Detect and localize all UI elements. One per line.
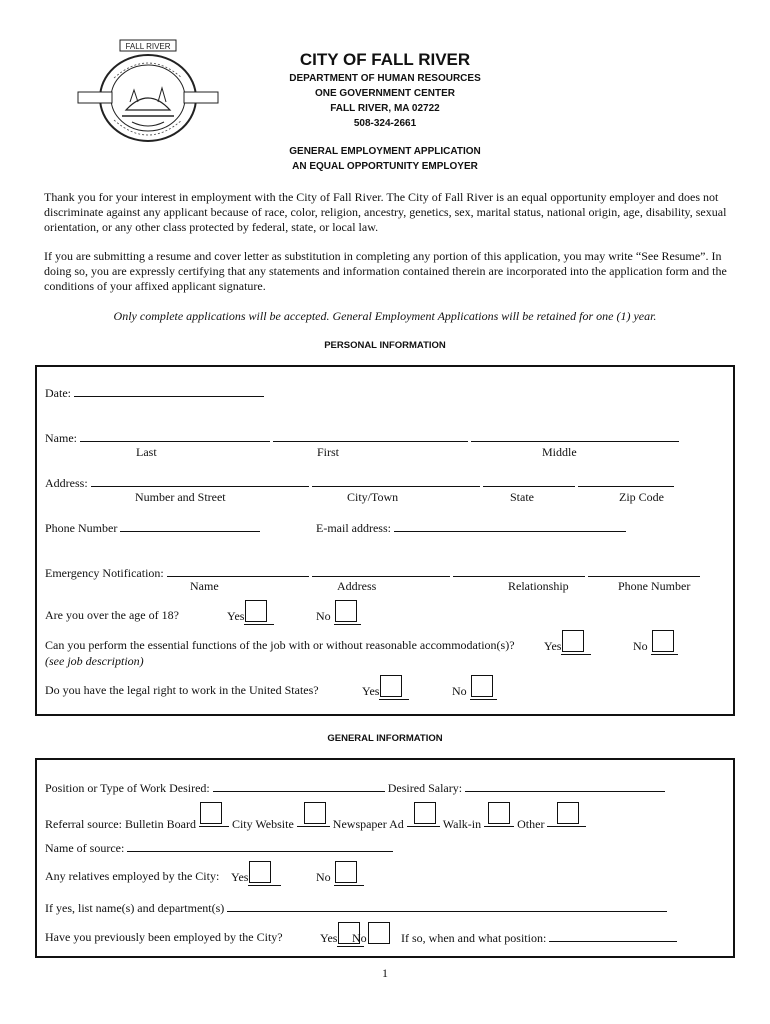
department-name: DEPARTMENT OF HUMAN RESOURCES [289,73,481,84]
referral-row [45,802,586,832]
middle-name-field[interactable] [471,430,679,442]
job-description-note: (see job description) [45,654,144,668]
previous-when-field[interactable] [549,930,677,942]
age-yes-checkbox[interactable] [245,600,267,622]
previous-no-checkbox[interactable] [368,922,390,944]
emergency-address-caption: Address [337,579,377,593]
previous-no-option [352,922,391,946]
previous-yes-label: Yes [320,931,338,945]
address-line-1: ONE GOVERNMENT CENTER [314,88,455,99]
essential-yes-checkbox[interactable] [562,630,584,652]
legal-yes-label: Yes [362,684,380,698]
previous-when-row [401,930,677,946]
legal-yes-option [362,675,409,700]
intro-paragraph-1: Thank you for your interest in employment with the City of Fall River. The City of Fall River is an equal opportunity employer and does not discriminate against any applicant because of race, color, religion, ancestry, genetics, sex, marital status, national origin, age, disability, sexual orientation, or any other class protected by federal, state, or local law. [44,190,727,234]
relatives-list-label: If yes, list name(s) and department(s) [45,901,225,915]
referral-bulletin-label: Bulletin Board [124,817,196,831]
first-name-field[interactable] [273,430,468,442]
email-field[interactable] [394,520,626,532]
page-number: 1 [382,966,388,980]
previous-when-label: If so, when and what position: [401,931,547,945]
essential-no-option [633,630,678,655]
age-no-label: No [316,609,331,623]
address-row [45,475,674,491]
emergency-phone-caption: Phone Number [618,579,691,593]
position-field[interactable] [213,780,385,792]
age-no-option [316,600,361,625]
retention-notice: Only complete applications will be accepted. General Employment Applications will be retained for one (1) year. [113,309,657,323]
emergency-name-field[interactable] [167,565,309,577]
essential-no-checkbox[interactable] [652,630,674,652]
age-no-checkbox[interactable] [335,600,357,622]
city-website-checkbox[interactable] [304,802,326,824]
previous-employment-question: Have you previously been employed by the City? [45,930,283,944]
age-question: Are you over the age of 18? [45,608,179,622]
last-name-field[interactable] [80,430,270,442]
relatives-no-checkbox[interactable] [335,861,357,883]
date-label: Date: [45,386,71,400]
email-row [316,520,626,536]
phone-row [45,520,260,536]
age-yes-label: Yes [227,609,245,623]
essential-no-label: No [633,639,648,653]
name-label: Name: [45,431,77,445]
email-label: E-mail address: [316,521,391,535]
personal-info-heading: PERSONAL INFORMATION [324,340,446,351]
salary-field[interactable] [465,780,665,792]
legal-right-question: Do you have the legal right to work in the United States? [45,683,319,697]
emergency-relationship-field[interactable] [453,565,585,577]
walk-in-checkbox[interactable] [488,802,510,824]
essential-functions-question: Can you perform the essential functions of the job with or without reasonable accommodation(s)? [45,638,515,652]
referral-label: Referral source: [45,817,122,831]
city-title: CITY OF FALL RIVER [299,50,471,69]
form-title: GENERAL EMPLOYMENT APPLICATION [289,146,481,157]
emergency-name-caption: Name [190,579,219,593]
other-checkbox[interactable] [557,802,579,824]
referral-newspaper-label: Newspaper Ad [332,817,404,831]
legal-no-option [452,675,497,700]
first-name-caption: First [317,445,340,459]
state-caption: State [510,490,534,504]
relatives-list-row [45,900,667,916]
date-row [45,385,264,401]
emergency-label: Emergency Notification: [45,566,164,580]
relatives-no-label: No [316,870,331,884]
emergency-phone-field[interactable] [588,565,700,577]
date-field[interactable] [74,385,264,397]
relatives-list-field[interactable] [227,900,667,912]
middle-name-caption: Middle [542,445,577,459]
legal-yes-checkbox[interactable] [380,675,402,697]
street-field[interactable] [91,475,309,487]
relatives-no-option [316,861,364,886]
name-row [45,430,679,446]
relatives-question: Any relatives employed by the City: [45,869,220,883]
previous-no-label: No [352,931,367,945]
position-label: Position or Type of Work Desired: [45,781,210,795]
age-yes-option [227,600,274,625]
relatives-yes-label: Yes [231,870,249,884]
bulletin-board-checkbox[interactable] [200,802,222,824]
newspaper-ad-checkbox[interactable] [414,802,436,824]
legal-no-label: No [452,684,467,698]
address-label: Address: [45,476,88,490]
source-field[interactable] [127,840,393,852]
relatives-yes-checkbox[interactable] [249,861,271,883]
phone-number: 508-324-2661 [353,118,417,129]
last-name-caption: Last [136,445,157,459]
essential-yes-option [544,630,591,655]
relatives-yes-option [231,861,281,886]
source-label: Name of source: [45,841,125,855]
salary-label: Desired Salary: [387,781,463,795]
general-info-heading: GENERAL INFORMATION [327,733,443,744]
referral-website-label: City Website [231,817,294,831]
phone-field[interactable] [120,520,260,532]
referral-walkin-label: Walk-in [442,817,482,831]
source-row [45,840,393,856]
emergency-relationship-caption: Relationship [508,579,569,593]
employer-statement: AN EQUAL OPPORTUNITY EMPLOYER [292,161,478,172]
position-row [45,780,665,796]
zip-field[interactable] [578,475,674,487]
zip-caption: Zip Code [619,490,664,504]
legal-no-checkbox[interactable] [471,675,493,697]
address-line-2: FALL RIVER, MA 02722 [330,103,440,114]
city-caption: City/Town [347,490,399,504]
city-field[interactable] [312,475,480,487]
emergency-address-field[interactable] [312,565,450,577]
svg-text:FALL RIVER: FALL RIVER [125,42,171,51]
intro-paragraph-2: If you are submitting a resume and cover letter as substitution in completing any portion of this application, you may write “See Resume”. In doing so, you are expressly certifying that any statements and information contained therein are incorporated into the application form and the conditions of your affixed applicant signature. [44,249,727,293]
state-field[interactable] [483,475,575,487]
referral-other-label: Other [517,817,545,831]
street-caption: Number and Street [135,490,226,504]
phone-label: Phone Number [45,521,118,535]
essential-yes-label: Yes [544,639,562,653]
